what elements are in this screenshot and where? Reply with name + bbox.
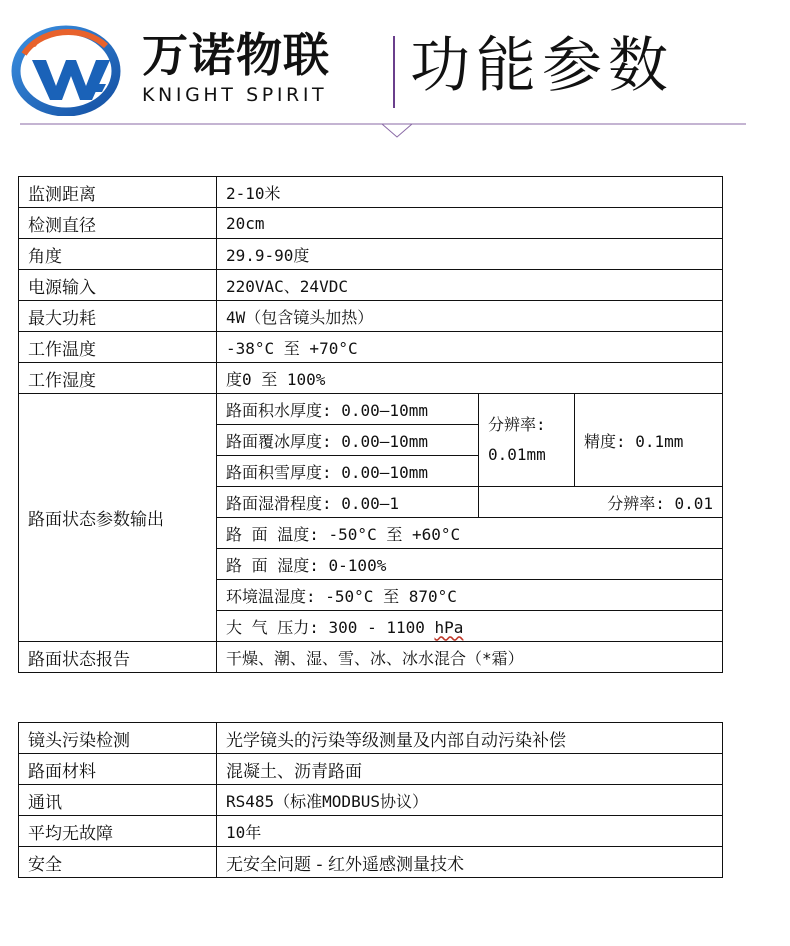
table-row xyxy=(19,394,723,425)
row-label: 检测直径 xyxy=(19,208,217,239)
resolution-label: 分辨率: xyxy=(488,415,546,434)
row-value: 20cm xyxy=(217,208,723,239)
row-value: 29.9-90度 xyxy=(217,239,723,270)
pressure-unit: hPa xyxy=(434,617,464,637)
row-value: -38°C 至 +70°C xyxy=(217,332,723,363)
table-row xyxy=(19,301,723,332)
resolution-cell xyxy=(479,394,575,487)
row-value: 干燥、潮、湿、雪、冰、冰水混合（*霜） xyxy=(217,642,723,673)
atmospheric-pressure xyxy=(217,611,723,642)
row-label: 镜头污染检测 xyxy=(19,723,217,754)
road-temperature: 路 面 温度: -50°C 至 +60°C xyxy=(217,518,723,549)
row-value: 度0 至 100% xyxy=(217,363,723,394)
row-label: 路面状态报告 xyxy=(19,642,217,673)
slippery-degree: 路面湿滑程度: 0.00—1 xyxy=(217,487,479,518)
table-row xyxy=(19,239,723,270)
table-row xyxy=(19,847,723,878)
row-label: 工作温度 xyxy=(19,332,217,363)
table-row xyxy=(19,363,723,394)
header-rule xyxy=(20,120,746,150)
table-row xyxy=(19,816,723,847)
brand-name-chinese: 万诺物联 xyxy=(142,28,330,82)
resolution-value: 0.01mm xyxy=(488,445,546,464)
spec-table-secondary xyxy=(18,722,723,878)
table-row xyxy=(19,332,723,363)
row-label: 安全 xyxy=(19,847,217,878)
row-label: 平均无故障 xyxy=(19,816,217,847)
table-row xyxy=(19,270,723,301)
table-row xyxy=(19,785,723,816)
row-value: 混凝土、沥青路面 xyxy=(217,754,723,785)
row-label: 电源输入 xyxy=(19,270,217,301)
row-label: 通讯 xyxy=(19,785,217,816)
page-title: 功能参数 xyxy=(410,31,674,101)
row-value: 220VAC、24VDC xyxy=(217,270,723,301)
row-label: 角度 xyxy=(19,239,217,270)
env-temp-humidity: 环境温湿度: -50°C 至 870°C xyxy=(217,580,723,611)
row-value: 4W（包含镜头加热） xyxy=(217,301,723,332)
page-header xyxy=(0,0,790,140)
row-value: 无安全问题 - 红外遥感测量技术 xyxy=(217,847,723,878)
table-row xyxy=(19,177,723,208)
slippery-resolution: 分辨率: 0.01 xyxy=(479,487,723,518)
row-label: 监测距离 xyxy=(19,177,217,208)
water-thickness: 路面积水厚度: 0.00—10mm xyxy=(217,394,479,425)
knight-spirit-logo-icon xyxy=(10,24,126,116)
row-value: RS485（标准MODBUS协议） xyxy=(217,785,723,816)
row-value: 10年 xyxy=(217,816,723,847)
table-row xyxy=(19,754,723,785)
road-humidity: 路 面 湿度: 0-100% xyxy=(217,549,723,580)
row-label: 最大功耗 xyxy=(19,301,217,332)
pressure-text: 大 气 压力: 300 - 1100 xyxy=(226,617,435,637)
snow-thickness: 路面积雪厚度: 0.00—10mm xyxy=(217,456,479,487)
table-row xyxy=(19,208,723,239)
row-label: 工作湿度 xyxy=(19,363,217,394)
table-row xyxy=(19,723,723,754)
table-row xyxy=(19,642,723,673)
precision-cell: 精度: 0.1mm xyxy=(575,394,723,487)
brand-name-english: KNIGHT SPIRIT xyxy=(142,84,328,106)
row-value: 2-10米 xyxy=(217,177,723,208)
spec-table-main xyxy=(18,176,723,673)
ice-thickness: 路面覆冰厚度: 0.00—10mm xyxy=(217,425,479,456)
row-value: 光学镜头的污染等级测量及内部自动污染补偿 xyxy=(217,723,723,754)
road-output-label: 路面状态参数输出 xyxy=(19,394,217,642)
header-divider xyxy=(393,36,395,108)
row-label: 路面材料 xyxy=(19,754,217,785)
